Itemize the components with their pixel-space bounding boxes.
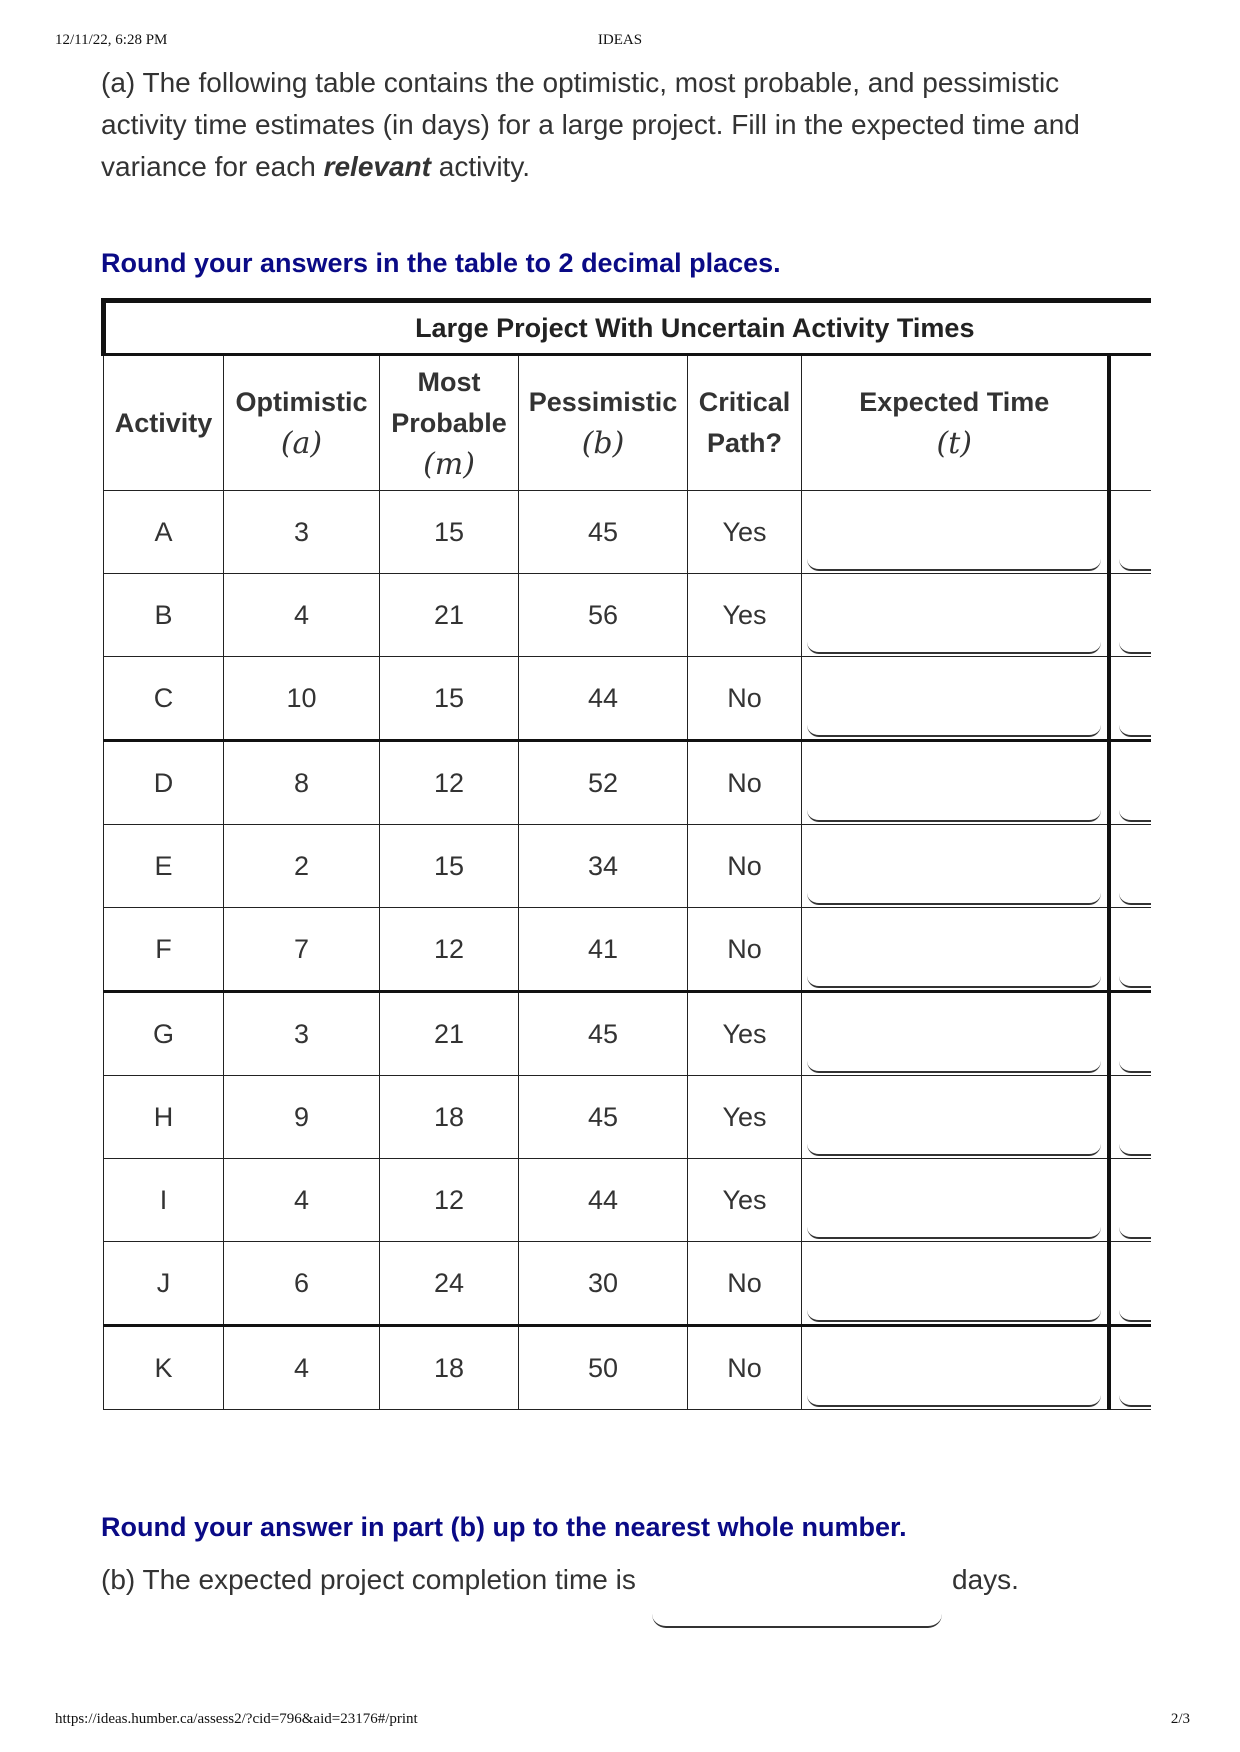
print-url: https://ideas.humber.ca/assess2/?cid=796&aid=23176#/print (55, 1711, 418, 1727)
cell-expected-time (802, 1076, 1109, 1159)
cell-activity: B (104, 574, 224, 657)
intro-text: (a) The following table contains the optimistic, most probable, and pessimistic activity time estimates (in days) for a large project. Fill in the expected time and variance for each (101, 67, 1080, 182)
cell-optimistic: 3 (224, 491, 380, 574)
cell-optimistic: 4 (224, 574, 380, 657)
cell-variance (1109, 908, 1152, 992)
cell-critical-path: No (688, 1242, 802, 1326)
intro-text-end: activity. (430, 151, 531, 182)
expected-time-input[interactable] (807, 1003, 1101, 1073)
variance-input[interactable] (1119, 1086, 1152, 1156)
cell-pessimistic: 44 (519, 1159, 688, 1242)
expected-time-input[interactable] (807, 584, 1101, 654)
table-row (104, 1242, 1152, 1326)
cell-variance (1109, 1242, 1152, 1326)
cell-most-probable: 18 (380, 1326, 519, 1410)
cell-pessimistic: 44 (519, 657, 688, 741)
variance-input[interactable] (1119, 667, 1152, 737)
symbol-b: (b) (581, 426, 625, 461)
table-row (104, 825, 1152, 908)
cell-variance (1109, 741, 1152, 825)
rounding-instruction-part-b: Round your answer in part (b) up to the nearest whole number. (101, 1512, 907, 1542)
variance-input[interactable] (1119, 584, 1152, 654)
page-number: 2/3 (1170, 1711, 1190, 1727)
cell-critical-path: No (688, 908, 802, 992)
cell-critical-path: Yes (688, 574, 802, 657)
cell-most-probable: 12 (380, 741, 519, 825)
cell-variance (1109, 657, 1152, 741)
cell-critical-path: No (688, 741, 802, 825)
cell-critical-path: Yes (688, 992, 802, 1076)
table-caption (104, 301, 1152, 355)
cell-activity: K (104, 1326, 224, 1410)
table-row (104, 741, 1152, 825)
cell-pessimistic: 30 (519, 1242, 688, 1326)
cell-expected-time (802, 574, 1109, 657)
variance-input[interactable] (1119, 1337, 1152, 1407)
variance-input[interactable] (1119, 752, 1152, 822)
symbol-a: (a) (280, 426, 323, 461)
expected-time-input[interactable] (807, 752, 1101, 822)
cell-critical-path: No (688, 657, 802, 741)
expected-time-input[interactable] (807, 835, 1101, 905)
table-row (104, 574, 1152, 657)
cell-activity: F (104, 908, 224, 992)
table-row (104, 657, 1152, 741)
table-row (104, 1076, 1152, 1159)
cell-variance (1109, 574, 1152, 657)
variance-input[interactable] (1119, 918, 1152, 988)
cell-critical-path: Yes (688, 1076, 802, 1159)
symbol-m: (m) (423, 446, 475, 482)
symbol-t: (t) (936, 426, 972, 461)
expected-time-input[interactable] (807, 918, 1101, 988)
intro-emphasis: relevant (323, 151, 431, 182)
table-row (104, 1326, 1152, 1410)
variance-input[interactable] (1119, 1003, 1152, 1073)
expected-time-input[interactable] (807, 1169, 1101, 1239)
cell-variance (1109, 491, 1152, 574)
cell-variance (1109, 1076, 1152, 1159)
cell-most-probable: 18 (380, 1076, 519, 1159)
cell-optimistic: 10 (224, 657, 380, 741)
table-caption-text: Large Project With Uncertain Activity Times (415, 312, 975, 343)
variance-input[interactable] (1119, 501, 1152, 571)
print-site-title: IDEAS (597, 32, 643, 48)
rounding-instruction-table: Round your answers in the table to 2 decimal places. (101, 248, 781, 278)
cell-activity: C (104, 657, 224, 741)
cell-most-probable: 15 (380, 491, 519, 574)
cell-expected-time (802, 491, 1109, 574)
cell-most-probable: 21 (380, 992, 519, 1076)
expected-time-input[interactable] (807, 1252, 1101, 1322)
cell-activity: A (104, 491, 224, 574)
print-datetime: 12/11/22, 6:28 PM (55, 32, 168, 48)
cell-most-probable: 24 (380, 1242, 519, 1326)
cell-expected-time (802, 741, 1109, 825)
expected-time-input[interactable] (807, 667, 1101, 737)
cell-critical-path: No (688, 1326, 802, 1410)
cell-optimistic: 3 (224, 992, 380, 1076)
cell-optimistic: 8 (224, 741, 380, 825)
cell-pessimistic: 45 (519, 491, 688, 574)
expected-time-input[interactable] (807, 501, 1101, 571)
cell-pessimistic: 34 (519, 825, 688, 908)
cell-pessimistic: 45 (519, 1076, 688, 1159)
cell-expected-time (802, 992, 1109, 1076)
header-expected-time: Expected Time (t) (802, 355, 1109, 491)
cell-critical-path: Yes (688, 491, 802, 574)
header-optimistic: Optimistic (a) (224, 355, 380, 491)
cell-activity: J (104, 1242, 224, 1326)
cell-expected-time (802, 1242, 1109, 1326)
cell-expected-time (802, 908, 1109, 992)
cell-activity: E (104, 825, 224, 908)
cell-pessimistic: 50 (519, 1326, 688, 1410)
activity-table (101, 298, 1151, 1410)
cell-activity: D (104, 741, 224, 825)
variance-input[interactable] (1119, 1169, 1152, 1239)
cell-optimistic: 4 (224, 1326, 380, 1410)
cell-activity: G (104, 992, 224, 1076)
cell-pessimistic: 52 (519, 741, 688, 825)
cell-pessimistic: 45 (519, 992, 688, 1076)
table-row (104, 1159, 1152, 1242)
cell-expected-time (802, 1159, 1109, 1242)
part-b-question: (b) The expected project completion time is (101, 1564, 636, 1595)
cell-variance (1109, 1159, 1152, 1242)
header-pessimistic: Pessimistic (b) (519, 355, 688, 491)
cell-expected-time (802, 1326, 1109, 1410)
variance-input[interactable] (1119, 1252, 1152, 1322)
activity-table-container (101, 298, 1151, 1413)
cell-pessimistic: 41 (519, 908, 688, 992)
table-row (104, 992, 1152, 1076)
variance-input[interactable] (1119, 835, 1152, 905)
cell-most-probable: 15 (380, 825, 519, 908)
table-row (104, 908, 1152, 992)
table-row (104, 491, 1152, 574)
cell-optimistic: 6 (224, 1242, 380, 1326)
cell-variance (1109, 1326, 1152, 1410)
cell-most-probable: 21 (380, 574, 519, 657)
question-intro (101, 62, 1141, 188)
part-b-unit: days. (952, 1564, 1019, 1595)
cell-critical-path: No (688, 825, 802, 908)
cell-expected-time (802, 825, 1109, 908)
header-activity: Activity (104, 355, 224, 491)
completion-time-input[interactable] (652, 1548, 942, 1628)
expected-time-input[interactable] (807, 1337, 1101, 1407)
header-most-probable: Most Probable (m) (380, 355, 519, 491)
cell-most-probable: 12 (380, 908, 519, 992)
header-critical-path: Critical Path? (688, 355, 802, 491)
cell-expected-time (802, 657, 1109, 741)
header-variance-cut (1109, 355, 1152, 491)
cell-activity: I (104, 1159, 224, 1242)
cell-optimistic: 7 (224, 908, 380, 992)
cell-critical-path: Yes (688, 1159, 802, 1242)
cell-optimistic: 4 (224, 1159, 380, 1242)
cell-optimistic: 9 (224, 1076, 380, 1159)
cell-activity: H (104, 1076, 224, 1159)
expected-time-input[interactable] (807, 1086, 1101, 1156)
cell-most-probable: 15 (380, 657, 519, 741)
cell-most-probable: 12 (380, 1159, 519, 1242)
cell-variance (1109, 992, 1152, 1076)
cell-variance (1109, 825, 1152, 908)
cell-pessimistic: 56 (519, 574, 688, 657)
cell-optimistic: 2 (224, 825, 380, 908)
